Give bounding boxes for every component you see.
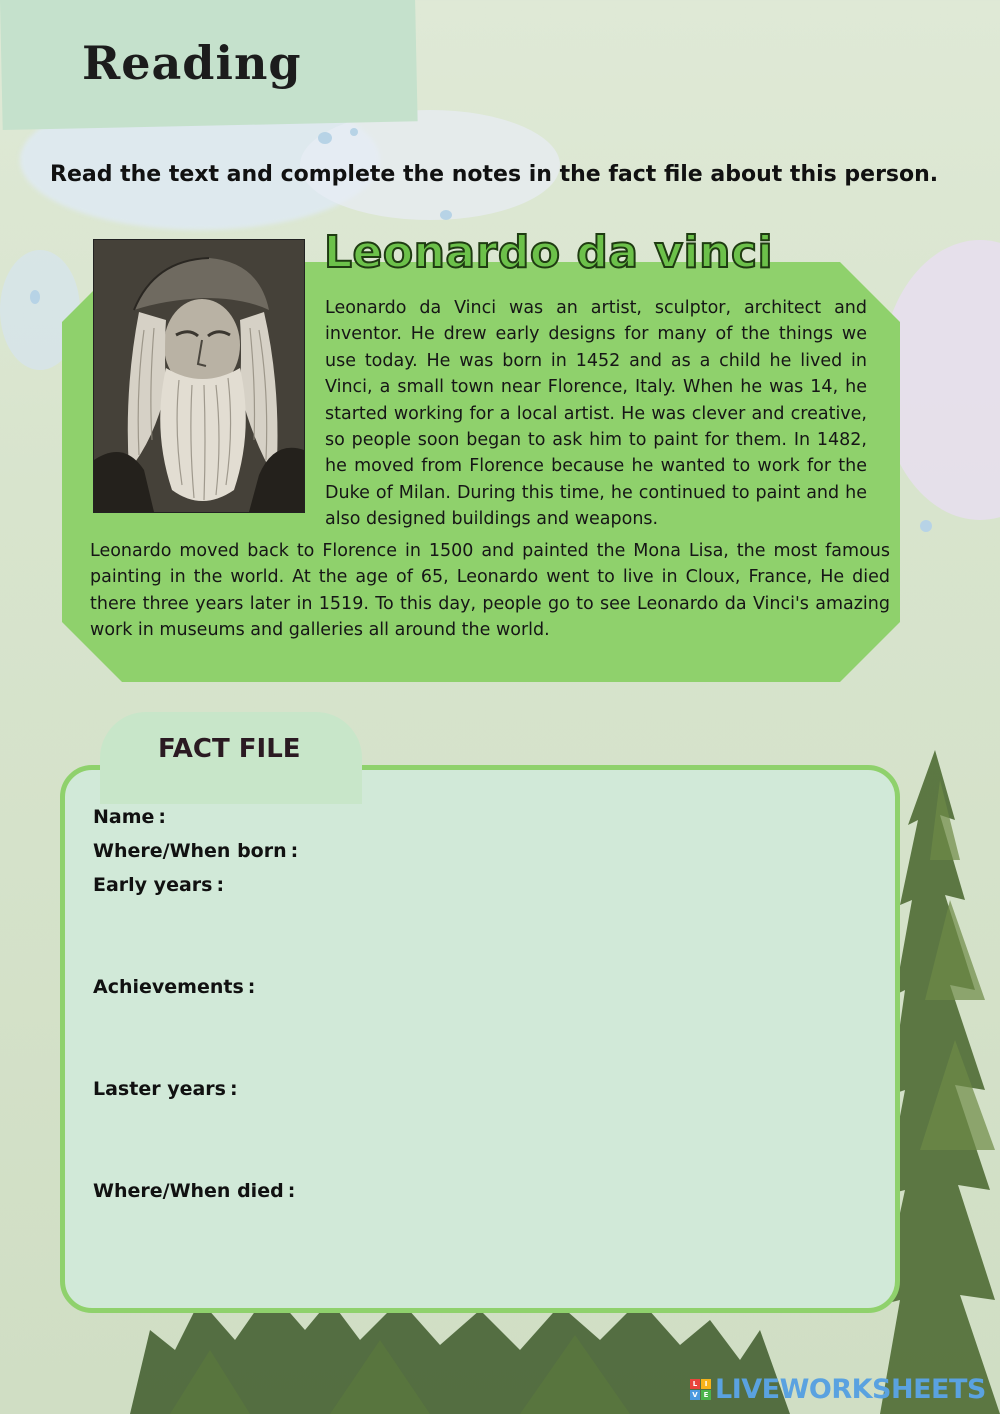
liveworksheets-logo-icon — [690, 1379, 711, 1400]
field-colon: : — [247, 976, 256, 998]
field-early-years[interactable] — [93, 874, 224, 896]
field-colon: : — [287, 1180, 296, 1202]
field-label: Laster years — [93, 1078, 226, 1100]
field-laster-years[interactable] — [93, 1078, 238, 1100]
watermark-text: LIVEWORKSHEETS — [715, 1373, 986, 1405]
logo-letter: E — [701, 1390, 711, 1400]
logo-letter: I — [701, 1379, 711, 1389]
fact-file-title: FACT FILE — [158, 734, 301, 764]
field-label: Achievements — [93, 976, 244, 998]
field-colon: : — [158, 806, 167, 828]
field-colon: : — [229, 1078, 238, 1100]
field-name[interactable] — [93, 806, 166, 828]
instruction-text: Read the text and complete the notes in the fact file about this person. — [50, 162, 939, 187]
field-colon: : — [290, 840, 299, 862]
field-achievements[interactable] — [93, 976, 255, 998]
field-label: Early years — [93, 874, 213, 896]
logo-letter: L — [690, 1379, 700, 1389]
field-where-when-died[interactable] — [93, 1180, 295, 1202]
field-where-when-born[interactable] — [93, 840, 298, 862]
page-title: Reading — [82, 36, 302, 90]
article-paragraph-1: Leonardo da Vinci was an artist, sculptor, architect and inventor. He drew early designs for many of the things we use today. He was born in 1452 and as a child he lived in Vinci, a small town near Florence, Italy. When he was 14, he started working for a local artist. He was clever and creative, so people soon began to ask him to paint for them. In 1482, he moved from Florence because he wanted to work for the Duke of Milan. During this time, he continued to paint and he also designed buildings and weapons. — [325, 298, 867, 530]
field-colon: : — [216, 874, 225, 896]
liveworksheets-watermark[interactable] — [690, 1374, 986, 1404]
field-label: Name — [93, 806, 155, 828]
field-label: Where/When born — [93, 840, 287, 862]
field-label: Where/When died — [93, 1180, 284, 1202]
article-heading: Leonardo da vinci — [324, 227, 774, 278]
article-paragraph-2: Leonardo moved back to Florence in 1500 and painted the Mona Lisa, the most famous painting in the world. At the age of 65, Leonardo went to live in Cloux, France, He died there three years later in 1519. To this day, people go to see Leonardo da Vinci's amazing work in museums and galleries all around the world. — [90, 541, 890, 641]
logo-letter: V — [690, 1390, 700, 1400]
